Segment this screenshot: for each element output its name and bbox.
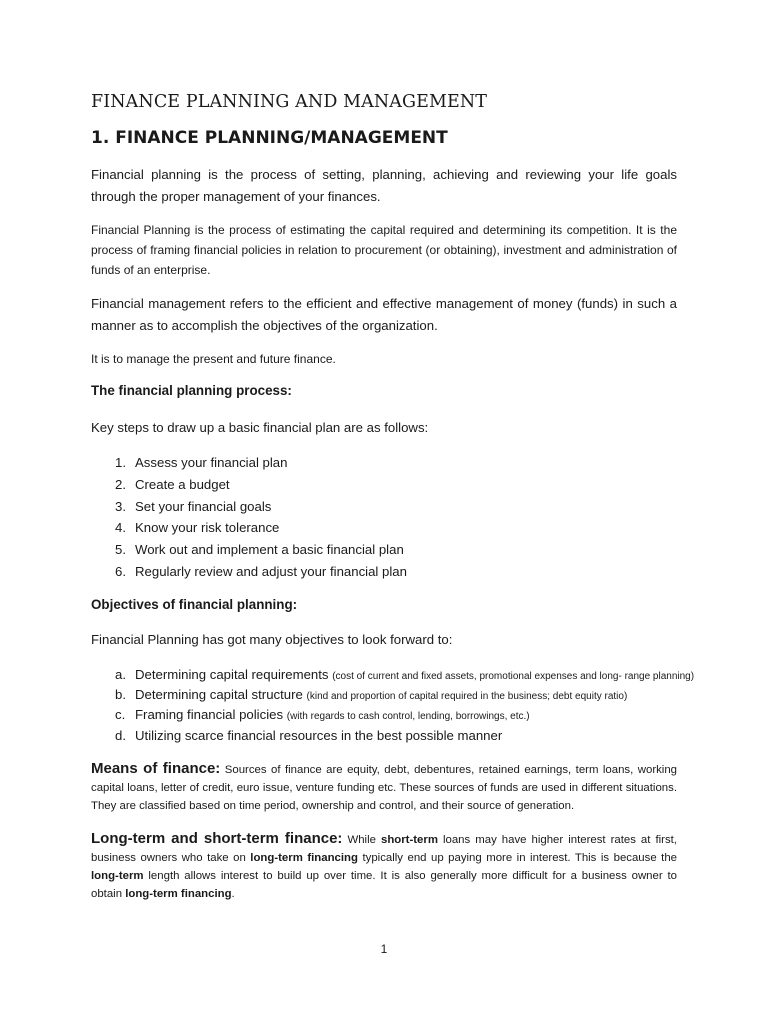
paragraph-financial-management: Financial management refers to the efficient and effective management of money (funds) in such a manner as to accomplish the objectives of the organization. [91,296,677,333]
list-item: a. Determining capital requirements (cost of current and fixed assets, promotional expenses and long- range planning) [115,667,695,682]
list-item: d. Utilizing scarce financial resources in the best possible manner [115,727,503,743]
list-item: 4. Know your risk tolerance [115,520,280,536]
list-item: 1. Assess your financial plan [115,455,288,470]
process-heading: The financial planning process: [91,383,292,398]
list-item: 2. Create a budget [115,476,230,492]
list-item: 5. Work out and implement a basic financial plan [115,542,404,558]
steps-list [91,452,407,583]
list-item: 6. Regularly review and adjust your financial plan [115,563,407,579]
paragraph-means-of-finance: Means of finance: Sources of finance are equity, debt, debentures, retained earnings, term loans, working capital loans, letter of credit, euro issue, venture funding etc. These sources of funds are used in different situations. They are classified based on time period, ownership and control, and their source of generation. [91,760,678,812]
objectives-heading: Objectives of financial planning: [91,597,298,612]
list-item: 3. Set your financial goals [115,498,272,514]
page-number: 1 [380,942,388,956]
paragraph-financial-planning: Financial planning is the process of setting, planning, achieving and reviewing your life goals through the proper management of your finances. [91,167,677,204]
term-lead: Long-term and short-term finance: [91,830,343,847]
objectives-list [91,665,694,746]
objectives-intro: Financial Planning has got many objectives to look forward to: [91,632,453,647]
section-heading: 1. FINANCE PLANNING/MANAGEMENT [91,128,448,148]
means-lead: Means of finance: [91,760,221,777]
paragraph-financial-planning-definition: Financial Planning is the process of estimating the capital required and determining its competition. It is the process of framing financial policies in relation to procurement (or obtaining), investment and administration of funds of an enterprise. [91,223,677,277]
paragraph-term-finance: Long-term and short-term finance: While short-term loans may have higher interest rates at first, business owners who take on long-term financing typically end up paying more in interest. This is because the long-term length allows interest to build up over time. It is also generally more difficult for a business owner to obtain long-term financing. [91,830,678,900]
list-item: b. Determining capital structure (kind and proportion of capital required in the business; debt equity ratio) [115,687,628,703]
document-title: FINANCE PLANNING AND MANAGEMENT [91,92,488,112]
list-item: c. Framing financial policies (with regards to cash control, lending, borrowings, etc.) [115,707,530,723]
paragraph-manage-finance: It is to manage the present and future finance. [91,352,336,366]
process-intro: Key steps to draw up a basic financial plan are as follows: [91,420,429,435]
